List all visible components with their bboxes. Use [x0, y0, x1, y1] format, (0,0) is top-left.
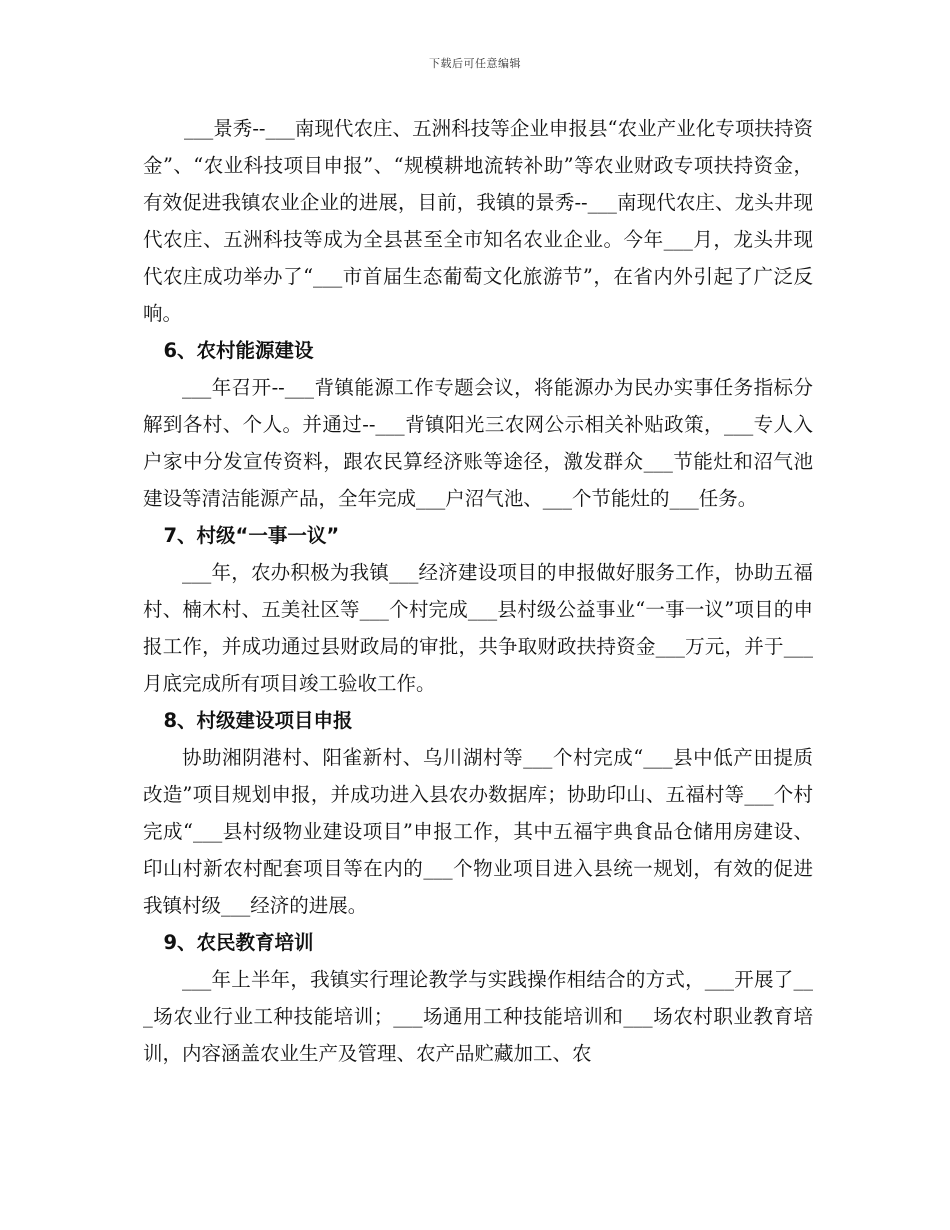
paragraph-village-one-issue: ___年，农办积极为我镇___经济建设项目的申报做好服务工作，协助五福村、楠木村、五美社区等___个村完成___县村级公益事业“一事一议”项目的申报工作，并成功通过县财政局的审批，共争取财政扶持资金___万元，并于___月底完成所有项目竣工验收工作。	[143, 561, 813, 695]
paragraph-enterprise-funding: ___景秀--___南现代农庄、五洲科技等企业申报县“农业产业化专项扶持资金”、“农业科技项目申报”、“规模耕地流转补助”等农业财政专项扶持资金，有效促进我镇农业企业的进展，目前，我镇的景秀--___南现代农庄、龙头井现代农庄、五洲科技等成为全县甚至全市知名农业企业。今年___月，龙头井现代农庄成功举办了“___市首届生态葡萄文化旅游节”，在省内外引起了广泛反响。	[143, 117, 813, 325]
paragraph-farmer-training: ___年上半年，我镇实行理论教学与实践操作相结合的方式，___开展了___场农业行业工种技能培训；___场通用工种技能培训和___场农村职业教育培训，内容涵盖农业生产及管理、农产品贮藏加工、农	[143, 968, 813, 1065]
paragraph-village-projects: 协助湘阴港村、阳雀新村、乌川湖村等___个村完成“___县中低产田提质改造”项目规划申报，并成功进入县农办数据库；协助印山、五福村等___个村完成“___县村级物业建设项目”申报工作，其中五福宇典食品仓储用房建设、印山村新农村配套项目等在内的___个物业项目进入县统一规划，有效的促进我镇村级___经济的进展。	[143, 746, 813, 917]
heading-rural-energy: 6、农村能源建设	[163, 339, 314, 362]
heading-farmer-training: 9、农民教育培训	[163, 931, 314, 954]
heading-village-one-issue: 7、村级“一事一议”	[163, 524, 340, 547]
heading-village-projects: 8、村级建设项目申报	[163, 709, 353, 732]
paragraph-rural-energy: ___年召开--___背镇能源工作专题会议，将能源办为民办实事任务指标分解到各村、个人。并通过--___背镇阳光三农网公示相关补贴政策，___专人入户家中分发宣传资料，跟农民算经济账等途径，激发群众___节能灶和沼气池建设等清洁能源产品，全年完成___户沼气池、___个节能灶的___任务。	[143, 376, 813, 510]
page-header: 下载后可任意编辑	[429, 57, 521, 70]
document-body	[143, 110, 813, 1072]
